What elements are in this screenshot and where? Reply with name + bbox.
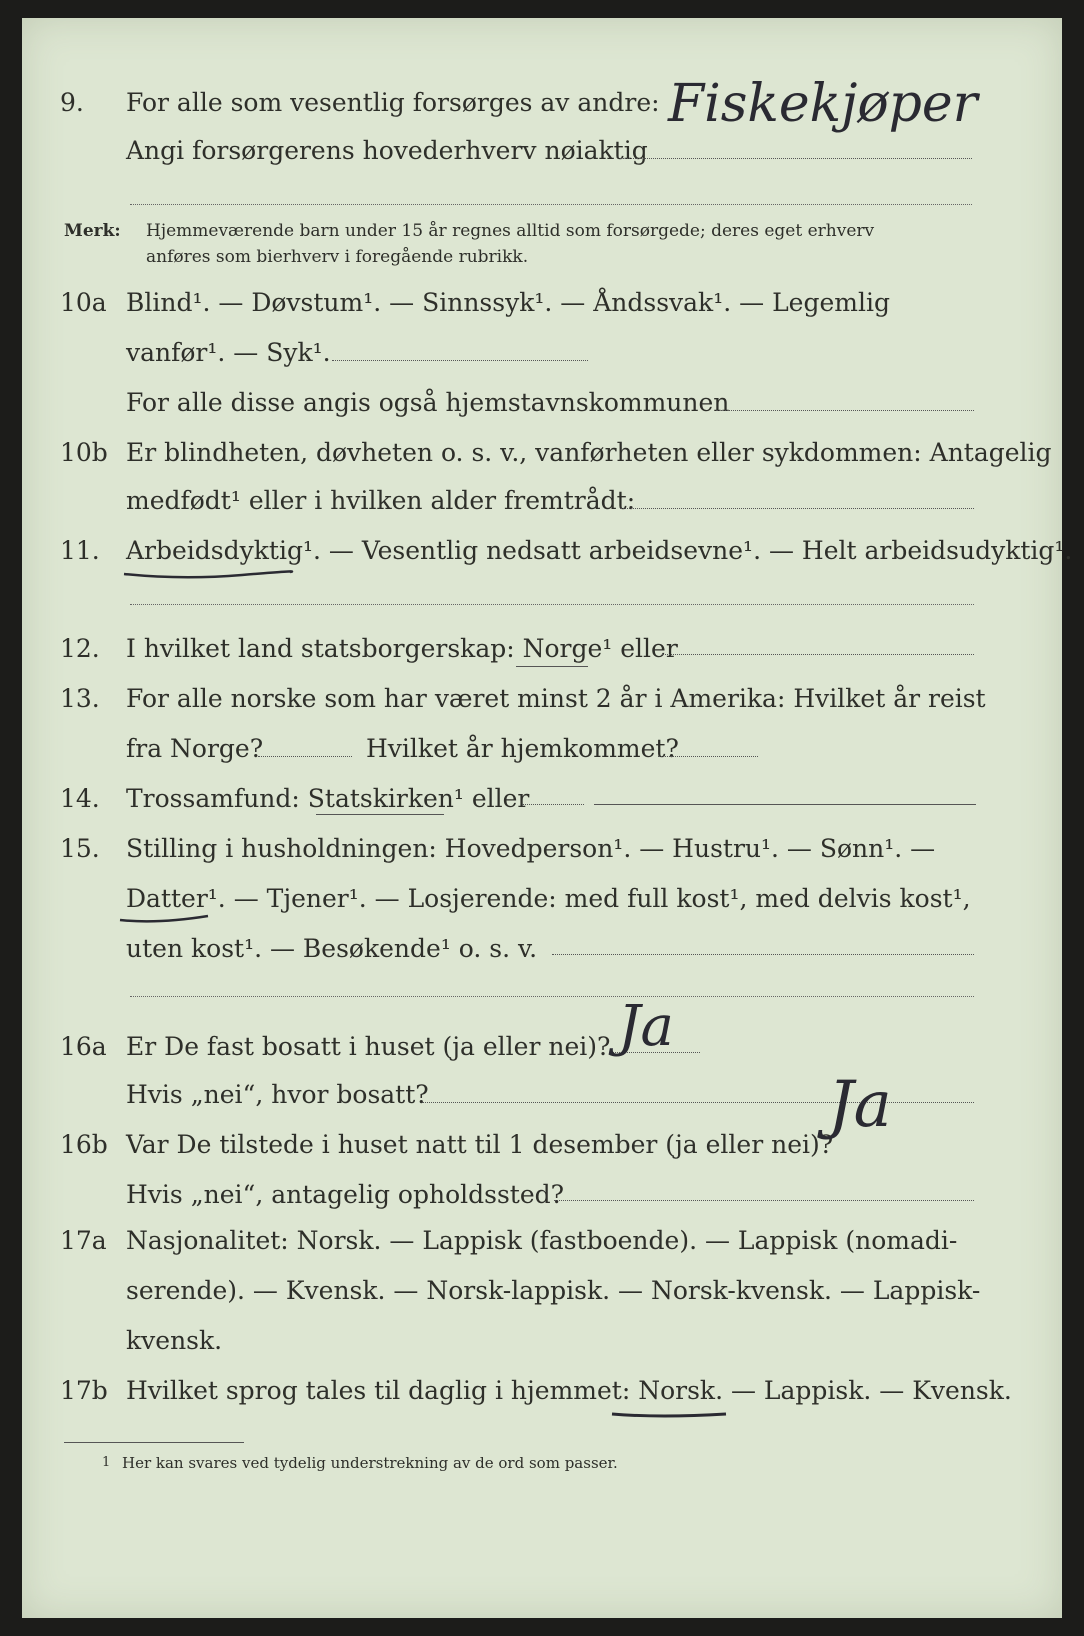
q10a-answer-line bbox=[332, 360, 588, 361]
q11-text-1: Arbeidsdyktig¹. — Vesentlig nedsatt arbeidsevne¹. — Helt arbeidsudyktig¹. bbox=[126, 536, 1073, 565]
q14-number: 14. bbox=[60, 784, 100, 813]
q13-number: 13. bbox=[60, 684, 100, 713]
q16b-handwritten-answer: Ja bbox=[828, 1068, 892, 1142]
q14-text-1: Trossamfund: Statskirken¹ eller bbox=[126, 784, 530, 813]
q15-text-3: uten kost¹. — Besøkende¹ o. s. v. bbox=[126, 934, 538, 963]
q13-left-norway-line bbox=[258, 756, 352, 757]
q12-underline-mark bbox=[516, 666, 588, 667]
census-form-page bbox=[22, 18, 1073, 1618]
footnote-text: Her kan svares ved tydelig understrekning av de ord som passer. bbox=[122, 1454, 618, 1472]
q17a-number: 17a bbox=[60, 1226, 107, 1255]
q13-text-2b: Hvilket år hjemkommet? bbox=[366, 734, 679, 763]
q17b-text-1: Hvilket sprog tales til daglig i hjemmet: Norsk. — Lappisk. — Kvensk. bbox=[126, 1376, 1012, 1405]
q16a-number: 16a bbox=[60, 1032, 107, 1061]
q11-extra-line bbox=[130, 604, 974, 605]
footnote-mark: 1 bbox=[102, 1455, 111, 1470]
q14-answer-line-1 bbox=[522, 804, 584, 805]
q10a-text-1: Blind¹. — Døvstum¹. — Sinnssyk¹. — Åndssvak¹. — Legemlig bbox=[126, 288, 890, 317]
q11-underline-mark bbox=[122, 566, 292, 580]
q10a-text-2: vanfør¹. — Syk¹. bbox=[126, 338, 331, 367]
q12-number: 12. bbox=[60, 634, 100, 663]
q9-text-1: For alle som vesentlig forsørges av andre: bbox=[126, 88, 660, 117]
q13-returned-line bbox=[658, 756, 758, 757]
q15-text-2: Datter¹. — Tjener¹. — Losjerende: med full kost¹, med delvis kost¹, bbox=[126, 884, 971, 913]
q16a-text-1: Er De fast bosatt i huset (ja eller nei)? bbox=[126, 1032, 611, 1061]
footnote-rule bbox=[64, 1442, 244, 1443]
q9-extra-line bbox=[130, 204, 972, 205]
q10b-text-2: medfødt¹ eller i hvilken alder fremtrådt: bbox=[126, 486, 636, 515]
q14-underline-mark bbox=[316, 814, 444, 815]
q17a-text-2: serende). — Kvensk. — Norsk-lappisk. — Norsk-kvensk. — Lappisk- bbox=[126, 1276, 981, 1305]
q9-answer-line bbox=[620, 158, 972, 159]
q15-underline-mark bbox=[118, 912, 218, 926]
q10b-answer-line bbox=[620, 508, 974, 509]
q10a-text-3: For alle disse angis også hjemstavnskommunen bbox=[126, 388, 730, 417]
q9-handwritten-answer: Fiskekjøper bbox=[668, 74, 978, 134]
q17b-number: 17b bbox=[60, 1376, 108, 1405]
q16a-handwritten-answer: Ja bbox=[618, 994, 674, 1059]
q17b-underline-mark bbox=[610, 1408, 730, 1420]
q15-number: 15. bbox=[60, 834, 100, 863]
q9-text-2: Angi forsørgerens hovederhverv nøiaktig bbox=[126, 136, 648, 165]
q10a-number: 10a bbox=[60, 288, 107, 317]
q10b-number: 10b bbox=[60, 438, 108, 467]
q13-text-2a: fra Norge? bbox=[126, 734, 264, 763]
q11-number: 11. bbox=[60, 536, 100, 565]
q9-number: 9. bbox=[60, 88, 84, 117]
q16a-text-2: Hvis „nei“, hvor bosatt? bbox=[126, 1080, 429, 1109]
q13-text-1: For alle norske som har været minst 2 år i Amerika: Hvilket år reist bbox=[126, 684, 986, 713]
merk-text-2: anføres som bierhverv i foregående rubrikk. bbox=[146, 247, 529, 267]
q16b-text-2: Hvis „nei“, antagelig opholdssted? bbox=[126, 1180, 565, 1209]
q15-extra-line bbox=[130, 996, 974, 997]
q10b-text-1: Er blindheten, døvheten o. s. v., vanførheten eller sykdommen: Antagelig bbox=[126, 438, 1052, 467]
merk-text-1: Hjemmeværende barn under 15 år regnes alltid som forsørgede; deres eget erhverv bbox=[146, 221, 875, 241]
q15-text-1: Stilling i husholdningen: Hovedperson¹. — Hustru¹. — Sønn¹. — bbox=[126, 834, 936, 863]
q14-answer-line-2 bbox=[594, 804, 976, 805]
q16b-number: 16b bbox=[60, 1130, 108, 1159]
merk-label: Merk: bbox=[64, 221, 121, 241]
q16b-whereabouts-line bbox=[554, 1200, 974, 1201]
q16b-text-1: Var De tilstede i huset natt til 1 desember (ja eller nei)? bbox=[126, 1130, 834, 1159]
q15-answer-line bbox=[552, 954, 974, 955]
q17a-text-3: kvensk. bbox=[126, 1326, 223, 1355]
q12-answer-line bbox=[662, 654, 974, 655]
q10a-hometown-line bbox=[716, 410, 974, 411]
q12-text-1: I hvilket land statsborgerskap: Norge¹ eller bbox=[126, 634, 678, 663]
q17a-text-1: Nasjonalitet: Norsk. — Lappisk (fastboende). — Lappisk (nomadi- bbox=[126, 1226, 958, 1255]
